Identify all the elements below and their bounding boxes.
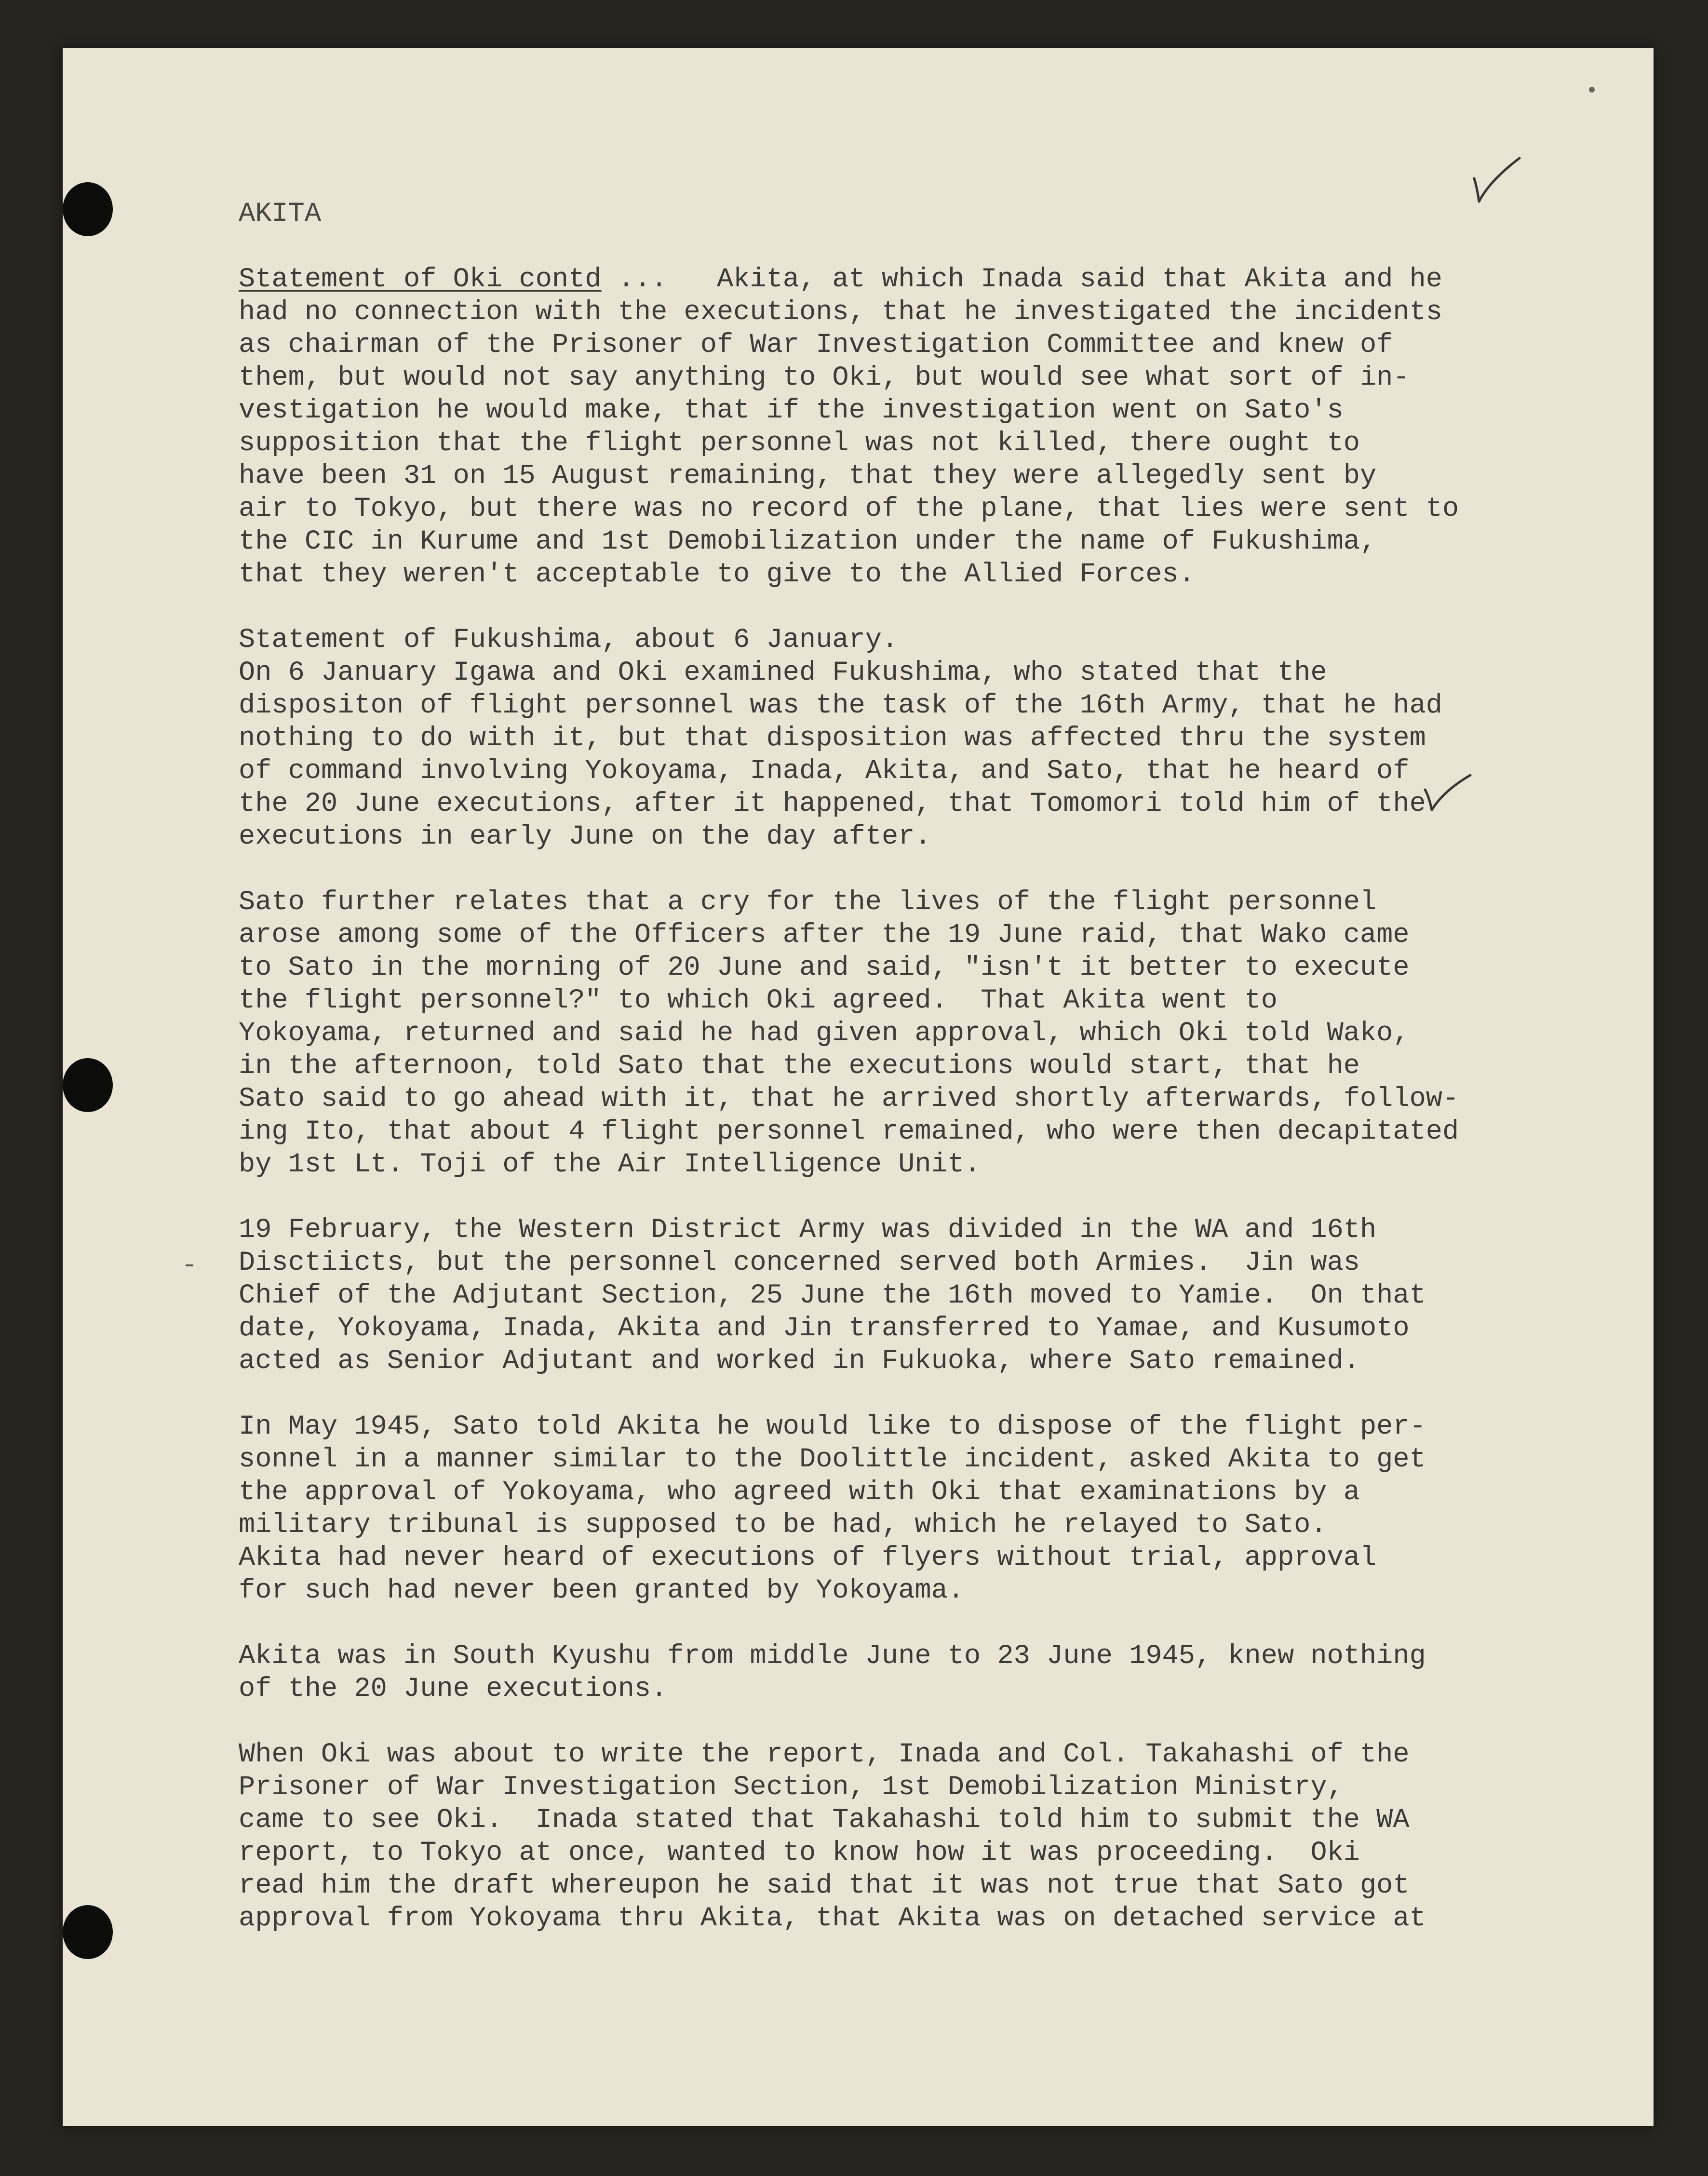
paragraph-south-kyushu <box>239 1640 1521 1706</box>
text-line: have been 31 on 15 August remaining, that they were allegedly sent by <box>239 461 1377 492</box>
text-line: in the afternoon, told Sato that the executions would start, that he <box>239 1051 1360 1082</box>
text-line: that they weren't acceptable to give to the Allied Forces. <box>239 559 1195 590</box>
text-line: nothing to do with it, but that disposition was affected thru the system <box>239 723 1426 754</box>
margin-dash <box>186 1264 193 1266</box>
text-line: Sato said to go ahead with it, that he arrived shortly afterwards, follow- <box>239 1084 1459 1115</box>
text-line: air to Tokyo, but there was no record of the plane, that lies were sent to <box>239 494 1459 524</box>
text-line: In May 1945, Sato told Akita he would like to dispose of the flight per- <box>239 1411 1426 1442</box>
punch-hole-middle <box>63 1058 113 1112</box>
paragraph-may-1945 <box>239 1410 1521 1607</box>
text-line: came to see Oki. Inada stated that Takahashi told him to submit the WA <box>239 1805 1410 1836</box>
text-line: the 20 June executions, after it happened, that Tomomori told him of the <box>239 789 1426 819</box>
text-line: Akita had never heard of executions of flyers without trial, approval <box>239 1543 1377 1573</box>
text-line <box>239 263 1521 296</box>
text-line: date, Yokoyama, Inada, Akita and Jin transferred to Yamae, and Kusumoto <box>239 1313 1410 1344</box>
punch-hole-bottom <box>63 1905 113 1959</box>
text-line: read him the draft whereupon he said that it was not true that Sato got <box>239 1870 1410 1901</box>
paragraph-oki-statement <box>239 263 1521 591</box>
text-line: ing Ito, that about 4 flight personnel remained, who were then decapitated <box>239 1116 1459 1147</box>
text-line: for such had never been granted by Yokoyama. <box>239 1575 965 1606</box>
text-line: dispositon of flight personnel was the task of the 16th Army, that he had <box>239 690 1443 721</box>
check-mark-icon <box>1470 154 1523 207</box>
text-line: Prisoner of War Investigation Section, 1st Demobilization Ministry, <box>239 1772 1344 1803</box>
text-line: vestigation he would make, that if the investigation went on Sato's <box>239 395 1344 426</box>
text-line: Disctiicts, but the personnel concerned served both Armies. Jin was <box>239 1248 1360 1278</box>
text-line: the flight personnel?" to which Oki agreed. That Akita went to <box>239 985 1278 1016</box>
text-line: report, to Tokyo at once, wanted to know how it was proceeding. Oki <box>239 1838 1360 1868</box>
text-line: military tribunal is supposed to be had, which he relayed to Sato. <box>239 1510 1327 1541</box>
text-line: When Oki was about to write the report, Inada and Col. Takahashi of the <box>239 1739 1410 1770</box>
lead-continuation: ... Akita, at which Inada said that Akita and he <box>601 264 1443 295</box>
text-line: as chairman of the Prisoner of War Investigation Committee and knew of <box>239 330 1393 361</box>
text-line: approval from Yokoyama thru Akita, that Akita was on detached service at <box>239 1903 1426 1934</box>
page-title: AKITA <box>239 199 322 229</box>
text-line: On 6 January Igawa and Oki examined Fukushima, who stated that the <box>239 658 1327 688</box>
text-line: Sato further relates that a cry for the lives of the flight personnel <box>239 887 1377 918</box>
paragraph-sato-relates <box>239 886 1521 1181</box>
text-line: Akita was in South Kyushu from middle June to 23 June 1945, knew nothing <box>239 1641 1426 1672</box>
text-line: of the 20 June executions. <box>239 1674 668 1705</box>
paper-speck <box>1589 87 1595 93</box>
text-line: the CIC in Kurume and 1st Demobilization under the name of Fukushima, <box>239 526 1377 557</box>
text-line: 19 February, the Western District Army was divided in the WA and 16th <box>239 1215 1377 1246</box>
typed-text-body <box>239 198 1521 1968</box>
check-mark-icon <box>1422 771 1475 824</box>
text-line: Statement of Fukushima, about 6 January. <box>239 625 899 656</box>
text-line: acted as Senior Adjutant and worked in Fukuoka, where Sato remained. <box>239 1346 1360 1377</box>
text-line: had no connection with the executions, that he investigated the incidents <box>239 297 1443 328</box>
text-line: to Sato in the morning of 20 June and said, "isn't it better to execute <box>239 953 1410 983</box>
underlined-lead: Statement of Oki contd <box>239 264 602 295</box>
text-line: of command involving Yokoyama, Inada, Akita, and Sato, that he heard of <box>239 756 1410 787</box>
text-line: supposition that the flight personnel was not killed, there ought to <box>239 428 1360 459</box>
punch-hole-top <box>63 182 113 236</box>
text-line: by 1st Lt. Toji of the Air Intelligence Unit. <box>239 1149 981 1180</box>
text-line: them, but would not say anything to Oki, but would see what sort of in- <box>239 363 1410 393</box>
text-line: arose among some of the Officers after the 19 June raid, that Wako came <box>239 920 1410 951</box>
paragraph-fukushima-statement <box>239 624 1521 853</box>
text-line: sonnel in a manner similar to the Doolittle incident, asked Akita to get <box>239 1444 1426 1475</box>
text-line: executions in early June on the day after. <box>239 821 931 852</box>
paragraph-district-army <box>239 1214 1521 1378</box>
text-line: Chief of the Adjutant Section, 25 June the 16th moved to Yamie. On that <box>239 1280 1426 1311</box>
text-line: Yokoyama, returned and said he had given approval, which Oki told Wako, <box>239 1018 1410 1049</box>
paragraph-report <box>239 1738 1521 1935</box>
text-line: the approval of Yokoyama, who agreed with Oki that examinations by a <box>239 1477 1360 1508</box>
